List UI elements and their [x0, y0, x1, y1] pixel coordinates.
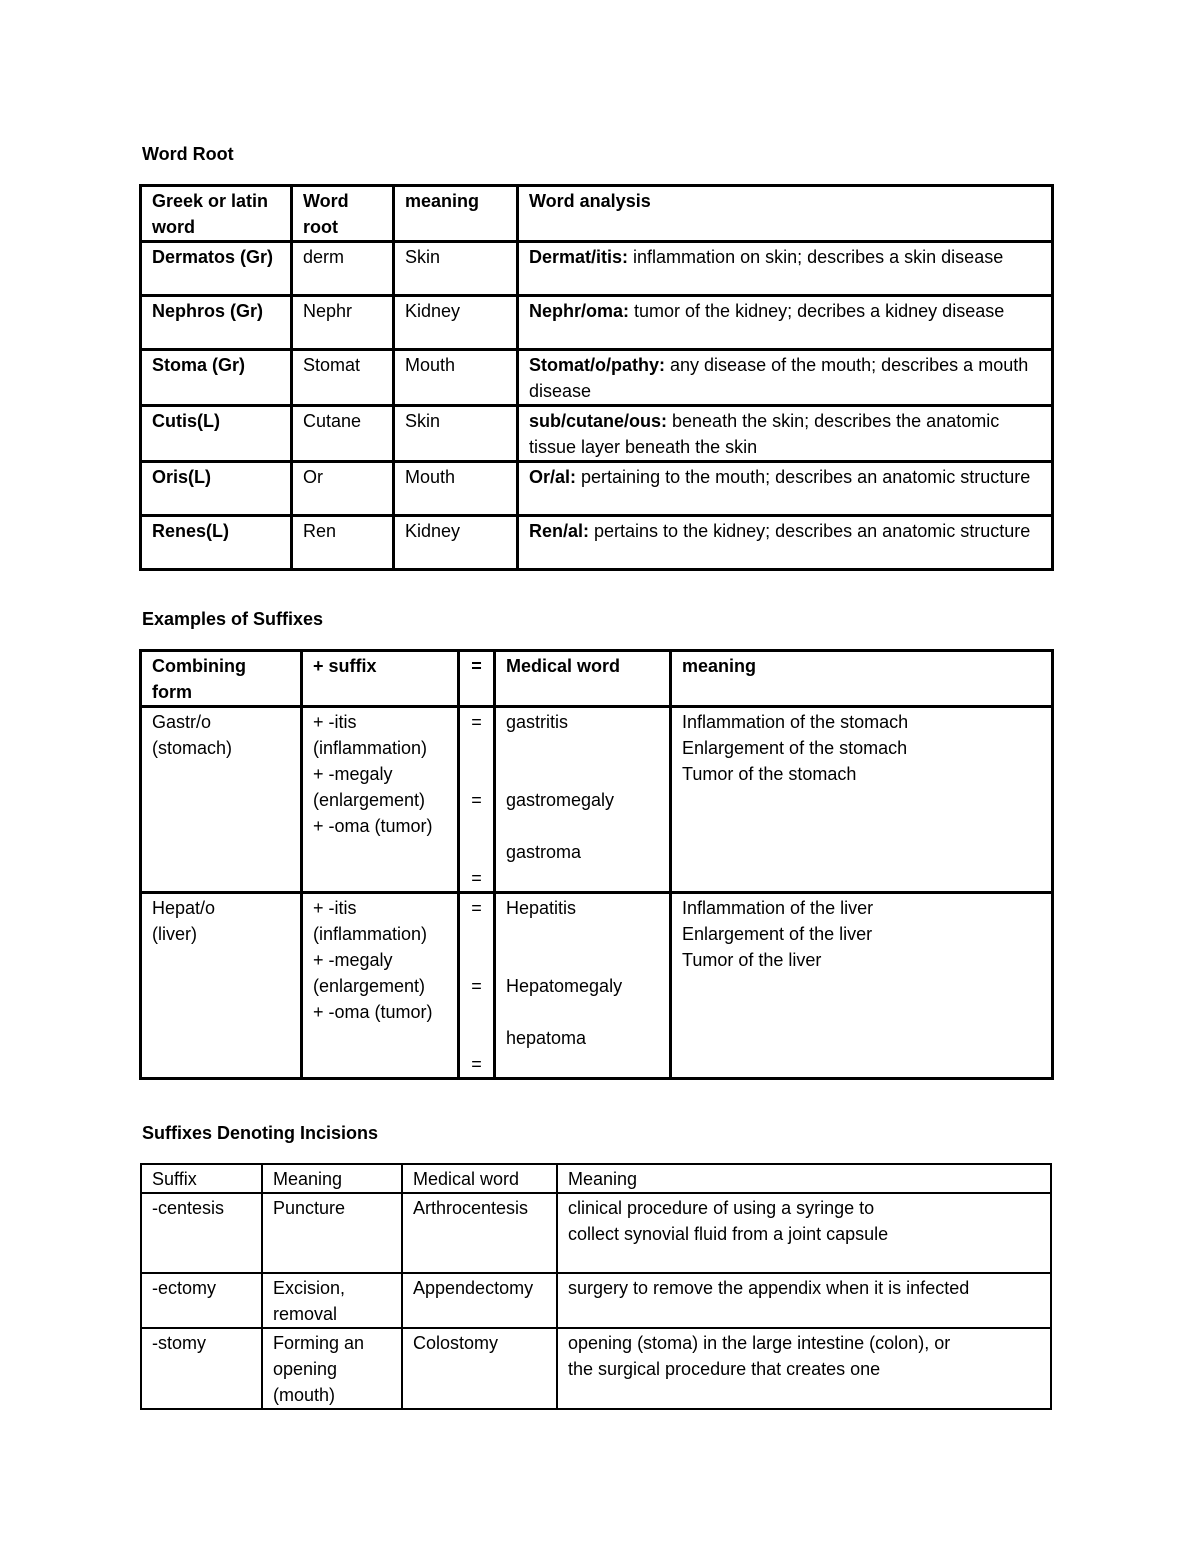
origin-cell: Stoma (Gr) — [141, 350, 292, 406]
equals-sign: = — [471, 1054, 482, 1074]
suffix-examples-table — [139, 649, 1054, 1080]
meaning-cell: Kidney — [394, 296, 518, 350]
medical-word-cell: Colostomy — [402, 1328, 557, 1409]
meaning-cell: Skin — [394, 242, 518, 296]
meaning-line: Enlargement of the liver — [682, 924, 873, 944]
analysis-term: Dermat/itis: — [529, 247, 629, 267]
column-header: + suffix — [302, 651, 459, 707]
column-header: = — [459, 651, 495, 707]
column-header: Meaning — [557, 1164, 1051, 1193]
incisions-heading: Suffixes Denoting Incisions — [142, 1123, 379, 1143]
analysis-term: Or/al: — [529, 467, 577, 487]
analysis-term: Nephr/oma: — [529, 301, 630, 321]
equals-sign: = — [471, 712, 482, 732]
combining-form-gloss: (stomach) — [152, 738, 233, 758]
column-header: meaning — [394, 186, 518, 242]
description-line: clinical procedure of using a syringe to — [568, 1198, 875, 1218]
suffix-line: (enlargement) — [313, 976, 426, 996]
word-root-table — [139, 184, 1054, 571]
root-cell: derm — [292, 242, 394, 296]
column-header: Suffix — [141, 1164, 262, 1193]
equals-cell — [459, 893, 495, 1079]
meaning-line: opening — [273, 1359, 338, 1379]
analysis-cell — [518, 516, 1053, 570]
analysis-text: tumor of the kidney; decribes a kidney disease — [629, 301, 1005, 321]
analysis-cell — [518, 296, 1053, 350]
root-cell: Stomat — [292, 350, 394, 406]
column-header: meaning — [671, 651, 1053, 707]
description-line: collect synovial fluid from a joint capsule — [568, 1224, 889, 1244]
medical-word: Hepatomegaly — [506, 976, 623, 996]
column-header: Medical word — [495, 651, 671, 707]
suffix-cell — [302, 707, 459, 893]
equals-sign: = — [471, 868, 482, 888]
table-header-row — [141, 186, 1053, 242]
origin-cell: Dermatos (Gr) — [141, 242, 292, 296]
table-row — [141, 242, 1053, 296]
medical-word-cell — [495, 893, 671, 1079]
column-header: Greek or latin word — [141, 186, 292, 242]
combining-form-cell — [141, 893, 302, 1079]
medical-word: hepatoma — [506, 1028, 587, 1048]
suffix-line: (inflammation) — [313, 738, 428, 758]
combining-form-gloss: (liver) — [152, 924, 197, 944]
root-cell: Or — [292, 462, 394, 516]
meaning-line: Inflammation of the stomach — [682, 712, 909, 732]
suffix-cell: -centesis — [141, 1193, 262, 1273]
word-root-heading: Word Root — [142, 144, 234, 164]
meaning-line: Forming an — [273, 1333, 365, 1353]
description-cell — [557, 1193, 1051, 1273]
meaning-line: Tumor of the stomach — [682, 764, 857, 784]
suffix-line: (enlargement) — [313, 790, 426, 810]
analysis-term: Stomat/o/pathy: — [529, 355, 666, 375]
analysis-cell — [518, 462, 1053, 516]
meaning-cell — [262, 1328, 402, 1409]
equals-sign: = — [471, 790, 482, 810]
root-cell: Nephr — [292, 296, 394, 350]
meaning-cell — [671, 707, 1053, 893]
meaning-cell — [262, 1193, 402, 1273]
analysis-term: sub/cutane/ous: — [529, 411, 668, 431]
column-header: Word analysis — [518, 186, 1053, 242]
meaning-line: Puncture — [273, 1198, 346, 1218]
suffix-line: + -megaly — [313, 950, 393, 970]
meaning-line: Inflammation of the liver — [682, 898, 874, 918]
analysis-text: inflammation on skin; describes a skin disease — [628, 247, 1004, 267]
medical-word: gastritis — [506, 712, 569, 732]
table-row — [141, 1273, 1051, 1328]
root-cell: Cutane — [292, 406, 394, 462]
description-line: surgery to remove the appendix when it is infected — [568, 1278, 970, 1298]
description-cell — [557, 1273, 1051, 1328]
table-row — [141, 1328, 1051, 1409]
meaning-line: Enlargement of the stomach — [682, 738, 908, 758]
suffix-cell: -ectomy — [141, 1273, 262, 1328]
suffix-line: + -megaly — [313, 764, 393, 784]
combining-form: Gastr/o — [152, 712, 212, 732]
table-row — [141, 516, 1053, 570]
table-row — [141, 406, 1053, 462]
combining-form-cell — [141, 707, 302, 893]
table-row — [141, 462, 1053, 516]
meaning-cell: Mouth — [394, 462, 518, 516]
medical-word: gastromegaly — [506, 790, 615, 810]
analysis-text: beneath the skin; describes the anatomic tissue layer beneath the skin — [529, 411, 1000, 457]
analysis-cell — [518, 242, 1053, 296]
suffix-line: + -itis — [313, 712, 357, 732]
meaning-line: Tumor of the liver — [682, 950, 822, 970]
analysis-term: Ren/al: — [529, 521, 590, 541]
description-line: opening (stoma) in the large intestine (colon), or — [568, 1333, 951, 1353]
table-header-row — [141, 1164, 1051, 1193]
equals-cell — [459, 707, 495, 893]
table-row — [141, 707, 1053, 893]
meaning-line: removal — [273, 1304, 338, 1324]
meaning-cell — [262, 1273, 402, 1328]
combining-form: Hepat/o — [152, 898, 216, 918]
suffix-cell — [302, 893, 459, 1079]
meaning-cell: Kidney — [394, 516, 518, 570]
medical-word-cell: Appendectomy — [402, 1273, 557, 1328]
suffix-examples-heading: Examples of Suffixes — [142, 609, 324, 629]
meaning-cell: Mouth — [394, 350, 518, 406]
suffix-cell: -stomy — [141, 1328, 262, 1409]
table-row — [141, 1193, 1051, 1273]
incisions-table — [140, 1163, 1052, 1410]
meaning-cell: Skin — [394, 406, 518, 462]
suffix-line: + -oma (tumor) — [313, 1002, 433, 1022]
origin-cell: Renes(L) — [141, 516, 292, 570]
table-row — [141, 296, 1053, 350]
table-row — [141, 893, 1053, 1079]
description-line: the surgical procedure that creates one — [568, 1359, 881, 1379]
column-header: Meaning — [262, 1164, 402, 1193]
origin-cell: Cutis(L) — [141, 406, 292, 462]
column-header: Word root — [292, 186, 394, 242]
analysis-cell — [518, 350, 1053, 406]
analysis-text: pertains to the kidney; describes an anatomic structure — [589, 521, 1031, 541]
medical-word: gastroma — [506, 842, 582, 862]
analysis-text: any disease of the mouth; describes a mouth disease — [529, 355, 1029, 401]
equals-sign: = — [471, 898, 482, 918]
root-cell: Ren — [292, 516, 394, 570]
table-header-row — [141, 651, 1053, 707]
suffix-line: (inflammation) — [313, 924, 428, 944]
column-header: Combining form — [141, 651, 302, 707]
description-cell — [557, 1328, 1051, 1409]
suffix-line: + -oma (tumor) — [313, 816, 433, 836]
table-row — [141, 350, 1053, 406]
column-header: Medical word — [402, 1164, 557, 1193]
equals-sign: = — [471, 976, 482, 996]
medical-word-cell: Arthrocentesis — [402, 1193, 557, 1273]
meaning-cell — [671, 893, 1053, 1079]
suffix-line: + -itis — [313, 898, 357, 918]
meaning-line: Excision, — [273, 1278, 346, 1298]
medical-word: Hepatitis — [506, 898, 577, 918]
origin-cell: Nephros (Gr) — [141, 296, 292, 350]
analysis-cell — [518, 406, 1053, 462]
origin-cell: Oris(L) — [141, 462, 292, 516]
meaning-line: (mouth) — [273, 1385, 336, 1405]
medical-word-cell — [495, 707, 671, 893]
analysis-text: pertaining to the mouth; describes an anatomic structure — [576, 467, 1031, 487]
